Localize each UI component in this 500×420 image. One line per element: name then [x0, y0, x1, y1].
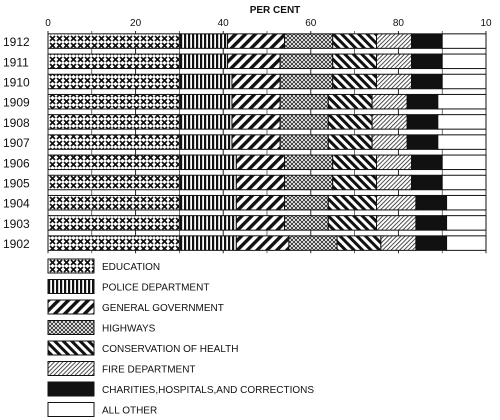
bar-segment — [412, 175, 443, 190]
bar-segment — [48, 175, 179, 190]
x-tick-label: 80 — [392, 18, 404, 29]
legend-swatch — [48, 280, 94, 294]
bar-segment — [412, 54, 443, 69]
bar-segment — [377, 34, 412, 49]
bar-segment — [407, 135, 438, 150]
bar-segment — [285, 216, 329, 231]
bar-segment — [333, 175, 377, 190]
bar-segment — [442, 175, 486, 190]
y-axis-labels — [3, 35, 30, 251]
bar-segment — [236, 236, 289, 251]
bar-segment — [179, 216, 236, 231]
bar-segment — [407, 94, 438, 109]
bar-segment — [48, 34, 179, 49]
bar-segment — [236, 216, 284, 231]
x-tick-label: 60 — [305, 18, 317, 29]
bar-segment — [447, 236, 486, 251]
x-tick-label: 20 — [130, 18, 142, 29]
bar-segment — [236, 175, 284, 190]
x-tick-label: 0 — [45, 18, 51, 29]
bar-segment — [232, 74, 280, 89]
bar-segment — [280, 94, 328, 109]
bar-segment — [236, 155, 284, 170]
bar-segment — [372, 115, 407, 129]
bar-segment — [179, 135, 232, 150]
bar-segment — [438, 115, 486, 129]
legend-label: CONSERVATION OF HEALTH — [102, 344, 239, 355]
legend-label: GENERAL GOVERNMENT — [102, 303, 224, 314]
legend-swatch — [48, 382, 94, 396]
bar-segment — [48, 74, 179, 89]
legend-label: ALL OTHER — [102, 405, 158, 417]
legend-label: CHARITIES,HOSPITALS,AND CORRECTIONS — [102, 385, 315, 396]
year-label: 1906 — [3, 156, 30, 171]
bar-segment — [280, 115, 328, 129]
bar-segment — [377, 74, 412, 89]
bar-segment — [407, 115, 438, 129]
bar-segment — [412, 155, 443, 170]
bar-segment — [179, 175, 236, 190]
bar-segment — [289, 236, 337, 251]
bar-segment — [438, 94, 486, 109]
legend-swatch — [48, 259, 94, 273]
bar-segment — [333, 54, 377, 69]
bar-segment — [381, 236, 416, 251]
bar-segment — [372, 135, 407, 150]
bar-segment — [372, 94, 407, 109]
bar-segment — [179, 195, 236, 210]
legend-label: EDUCATION — [102, 262, 161, 273]
bar-segment — [228, 54, 281, 69]
legend-label: HIGHWAYS — [102, 323, 156, 335]
bar-segment — [328, 115, 372, 129]
bar-segment — [179, 155, 236, 170]
legend-swatch — [48, 321, 94, 335]
year-label: 1907 — [3, 136, 30, 151]
legend-swatch — [48, 300, 94, 314]
year-label: 1908 — [3, 115, 30, 130]
bar-segment — [285, 195, 329, 210]
bar-segment — [236, 195, 284, 210]
bar-segment — [447, 195, 486, 210]
bar-segment — [48, 236, 179, 251]
legend-label: POLICE DEPARTMENT — [102, 282, 210, 294]
year-label: 1909 — [3, 95, 30, 110]
bar-segment — [328, 216, 376, 231]
bar-segment — [447, 216, 486, 231]
bar-segment — [328, 195, 376, 210]
bar-segment — [416, 216, 447, 231]
bar-segment — [442, 155, 486, 170]
bar-segment — [179, 94, 232, 109]
legend-swatch — [48, 362, 94, 376]
bar-segment — [48, 135, 179, 150]
bar-segment — [48, 195, 179, 210]
bar-segment — [442, 74, 486, 89]
bar-segment — [328, 135, 372, 150]
bar-segment — [48, 155, 179, 170]
bar-segment — [280, 74, 333, 89]
bar-segment — [337, 236, 381, 251]
bar-segment — [377, 175, 412, 190]
bar-segment — [412, 34, 443, 49]
bar-segment — [285, 34, 333, 49]
year-label: 1911 — [3, 55, 29, 70]
bar-segment — [179, 54, 227, 69]
bar-segment — [377, 216, 416, 231]
bar-segment — [179, 34, 227, 49]
chart-title: PER CENT — [249, 5, 301, 16]
bar-segment — [333, 34, 377, 49]
year-label: 1905 — [3, 176, 30, 191]
bar-segment — [377, 195, 416, 210]
bars — [48, 34, 486, 251]
bar-segment — [280, 54, 333, 69]
x-axis-ticks — [45, 18, 492, 29]
bar-segment — [442, 34, 486, 49]
bar-segment — [48, 54, 179, 69]
bar-segment — [179, 236, 236, 251]
legend-swatch — [48, 403, 94, 417]
bar-segment — [232, 94, 280, 109]
bar-segment — [48, 216, 179, 231]
year-label: 1902 — [3, 237, 30, 252]
legend-swatch — [48, 341, 94, 355]
bar-segment — [412, 74, 443, 89]
x-tick-label: 40 — [217, 18, 229, 29]
bar-segment — [438, 135, 486, 150]
year-label: 1904 — [3, 196, 30, 211]
bar-segment — [416, 195, 447, 210]
x-tick-label: 10 — [480, 18, 492, 29]
legend-label: FIRE DEPARTMENT — [102, 364, 196, 376]
year-label: 1910 — [3, 75, 30, 90]
year-label: 1903 — [3, 216, 30, 231]
bar-segment — [442, 54, 486, 69]
bar-segment — [228, 34, 285, 49]
bar-segment — [285, 175, 333, 190]
bar-segment — [179, 74, 232, 89]
bar-segment — [333, 155, 377, 170]
bar-segment — [232, 135, 280, 150]
bar-segment — [377, 155, 412, 170]
bar-segment — [285, 155, 333, 170]
bar-segment — [280, 135, 328, 150]
bar-segment — [328, 94, 372, 109]
bar-segment — [48, 115, 179, 129]
bar-segment — [232, 115, 280, 129]
legend — [48, 259, 314, 417]
bar-segment — [377, 54, 412, 69]
bar-segment — [416, 236, 447, 251]
bar-segment — [333, 74, 377, 89]
bar-segment — [179, 115, 232, 129]
year-label: 1912 — [3, 35, 30, 50]
bar-segment — [48, 94, 179, 109]
